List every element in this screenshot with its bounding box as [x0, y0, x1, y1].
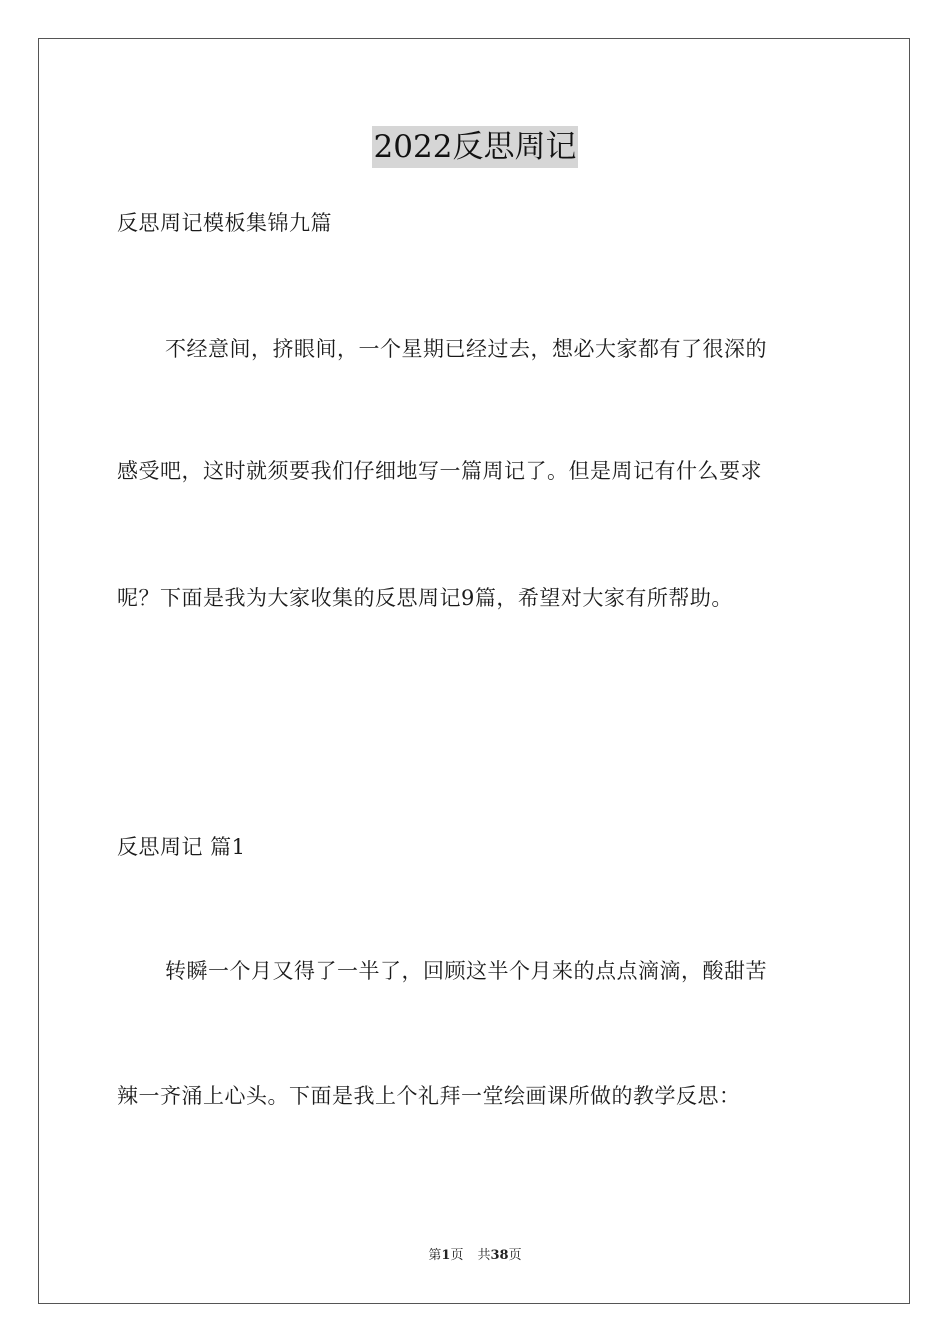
section-heading: 反思周记 篇1	[117, 835, 246, 859]
page-footer	[0, 1246, 950, 1266]
intro-line-3: 呢？下面是我为大家收集的反思周记9篇，希望对大家有所帮助。	[117, 586, 733, 610]
title-container	[0, 126, 950, 168]
document-subtitle: 反思周记模板集锦九篇	[117, 211, 332, 235]
footer-total-suffix: 页	[508, 1248, 522, 1263]
footer-page-suffix: 页	[450, 1248, 464, 1263]
section1-line-1: 转瞬一个月又得了一半了，回顾这半个月来的点点滴滴，酸甜苦	[165, 959, 767, 983]
footer-total-prefix: 共	[477, 1248, 491, 1263]
document-title: 2022反思周记	[372, 126, 579, 168]
section1-line-2: 辣一齐涌上心头。下面是我上个礼拜一堂绘画课所做的教学反思：	[117, 1084, 741, 1108]
intro-line-2: 感受吧，这时就须要我们仔细地写一篇周记了。但是周记有什么要求	[117, 459, 762, 483]
footer-page-prefix: 第	[428, 1248, 442, 1263]
footer-page-current: 1	[441, 1248, 451, 1263]
intro-line-1: 不经意间，挤眼间，一个星期已经过去，想必大家都有了很深的	[165, 337, 767, 361]
footer-page-total: 38	[490, 1248, 509, 1263]
